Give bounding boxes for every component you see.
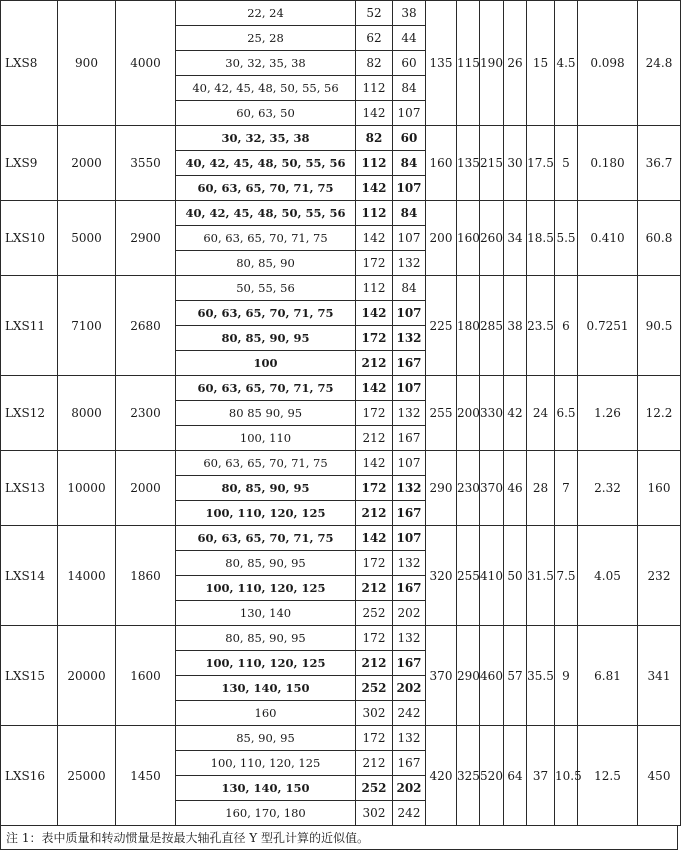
torque-cell: 7100 [58,276,116,376]
length-l1-cell: 167 [393,576,426,601]
spec-d1-cell: 370 [426,626,457,726]
bore-diameters-cell: 25, 28 [176,26,356,51]
length-l1-cell: 202 [393,776,426,801]
length-l-cell: 172 [356,551,393,576]
length-l1-cell: 84 [393,76,426,101]
length-l1-cell: 132 [393,326,426,351]
length-l1-cell: 132 [393,401,426,426]
model-cell: LXS8 [1,1,58,126]
inertia-cell: 4.05 [578,526,638,626]
speed-cell: 1450 [116,726,176,826]
spec-s-cell: 17.5 [527,126,555,201]
mass-cell: 160 [638,451,681,526]
bore-diameters-cell: 60, 63, 65, 70, 71, 75 [176,451,356,476]
spec-d2-cell: 290 [457,626,480,726]
length-l1-cell: 202 [393,676,426,701]
spec-d-cell: 215 [480,126,504,201]
spec-s-cell: 35.5 [527,626,555,726]
spec-d-cell: 190 [480,1,504,126]
bore-diameters-cell: 22, 24 [176,1,356,26]
torque-cell: 900 [58,1,116,126]
length-l-cell: 252 [356,776,393,801]
bore-diameters-cell: 80 85 90, 95 [176,401,356,426]
inertia-cell: 0.098 [578,1,638,126]
length-l-cell: 82 [356,126,393,151]
spec-s-cell: 15 [527,1,555,126]
spec-b-cell: 38 [504,276,527,376]
spec-c-cell: 7 [555,451,578,526]
model-cell: LXS15 [1,626,58,726]
spec-s-cell: 28 [527,451,555,526]
spec-s-cell: 24 [527,376,555,451]
inertia-cell: 6.81 [578,626,638,726]
spec-d1-cell: 420 [426,726,457,826]
length-l-cell: 82 [356,51,393,76]
mass-cell: 341 [638,626,681,726]
torque-cell: 5000 [58,201,116,276]
spec-d-cell: 285 [480,276,504,376]
bore-diameters-cell: 80, 85, 90, 95 [176,326,356,351]
bore-diameters-cell: 100, 110, 120, 125 [176,576,356,601]
length-l1-cell: 107 [393,376,426,401]
bore-diameters-cell: 60, 63, 65, 70, 71, 75 [176,376,356,401]
length-l1-cell: 60 [393,126,426,151]
length-l1-cell: 167 [393,501,426,526]
spec-s-cell: 37 [527,726,555,826]
length-l-cell: 112 [356,201,393,226]
length-l-cell: 172 [356,251,393,276]
length-l-cell: 172 [356,326,393,351]
bore-diameters-cell: 30, 32, 35, 38 [176,51,356,76]
spec-d-cell: 520 [480,726,504,826]
length-l1-cell: 38 [393,1,426,26]
speed-cell: 4000 [116,1,176,126]
spec-b-cell: 26 [504,1,527,126]
table-row [1,451,681,476]
mass-cell: 232 [638,526,681,626]
spec-d2-cell: 160 [457,201,480,276]
table-row [1,376,681,401]
spec-d2-cell: 115 [457,1,480,126]
spec-b-cell: 57 [504,626,527,726]
bore-diameters-cell: 130, 140 [176,601,356,626]
bore-diameters-cell: 50, 55, 56 [176,276,356,301]
model-cell: LXS16 [1,726,58,826]
length-l1-cell: 107 [393,226,426,251]
speed-cell: 2680 [116,276,176,376]
spec-c-cell: 7.5 [555,526,578,626]
length-l-cell: 142 [356,301,393,326]
length-l-cell: 142 [356,226,393,251]
mass-cell: 90.5 [638,276,681,376]
torque-cell: 8000 [58,376,116,451]
spec-b-cell: 50 [504,526,527,626]
spec-d2-cell: 325 [457,726,480,826]
length-l1-cell: 132 [393,551,426,576]
length-l1-cell: 167 [393,751,426,776]
bore-diameters-cell: 130, 140, 150 [176,776,356,801]
speed-cell: 2300 [116,376,176,451]
spec-d1-cell: 225 [426,276,457,376]
length-l-cell: 172 [356,626,393,651]
torque-cell: 25000 [58,726,116,826]
table-body [1,1,681,826]
length-l-cell: 212 [356,651,393,676]
model-cell: LXS14 [1,526,58,626]
length-l1-cell: 107 [393,101,426,126]
table-row [1,626,681,651]
spec-b-cell: 30 [504,126,527,201]
bore-diameters-cell: 100, 110 [176,426,356,451]
length-l-cell: 142 [356,101,393,126]
length-l1-cell: 84 [393,276,426,301]
length-l-cell: 212 [356,576,393,601]
speed-cell: 2900 [116,201,176,276]
length-l1-cell: 44 [393,26,426,51]
length-l-cell: 142 [356,176,393,201]
bore-diameters-cell: 60, 63, 50 [176,101,356,126]
speed-cell: 3550 [116,126,176,201]
model-cell: LXS12 [1,376,58,451]
spec-d-cell: 370 [480,451,504,526]
bore-diameters-cell: 100, 110, 120, 125 [176,751,356,776]
spec-d2-cell: 200 [457,376,480,451]
spec-c-cell: 9 [555,626,578,726]
mass-cell: 36.7 [638,126,681,201]
spec-d1-cell: 255 [426,376,457,451]
bore-diameters-cell: 30, 32, 35, 38 [176,126,356,151]
length-l-cell: 112 [356,151,393,176]
torque-cell: 20000 [58,626,116,726]
spec-c-cell: 6 [555,276,578,376]
bore-diameters-cell: 40, 42, 45, 48, 50, 55, 56 [176,76,356,101]
bore-diameters-cell: 60, 63, 65, 70, 71, 75 [176,176,356,201]
spec-d1-cell: 200 [426,201,457,276]
length-l-cell: 142 [356,451,393,476]
length-l-cell: 112 [356,276,393,301]
length-l1-cell: 132 [393,626,426,651]
speed-cell: 1860 [116,526,176,626]
length-l1-cell: 132 [393,726,426,751]
spec-b-cell: 46 [504,451,527,526]
length-l-cell: 62 [356,26,393,51]
speed-cell: 2000 [116,451,176,526]
length-l1-cell: 107 [393,301,426,326]
length-l1-cell: 167 [393,426,426,451]
mass-cell: 24.8 [638,1,681,126]
spec-c-cell: 6.5 [555,376,578,451]
length-l1-cell: 132 [393,251,426,276]
spec-b-cell: 64 [504,726,527,826]
model-cell: LXS9 [1,126,58,201]
bore-diameters-cell: 60, 63, 65, 70, 71, 75 [176,526,356,551]
model-cell: LXS11 [1,276,58,376]
inertia-cell: 12.5 [578,726,638,826]
spec-c-cell: 5.5 [555,201,578,276]
length-l-cell: 302 [356,801,393,826]
bore-diameters-cell: 60, 63, 65, 70, 71, 75 [176,226,356,251]
spec-d2-cell: 135 [457,126,480,201]
inertia-cell: 1.26 [578,376,638,451]
speed-cell: 1600 [116,626,176,726]
bore-diameters-cell: 80, 85, 90, 95 [176,626,356,651]
mass-cell: 60.8 [638,201,681,276]
bore-diameters-cell: 60, 63, 65, 70, 71, 75 [176,301,356,326]
length-l-cell: 112 [356,76,393,101]
length-l1-cell: 242 [393,801,426,826]
length-l1-cell: 167 [393,351,426,376]
length-l-cell: 212 [356,751,393,776]
length-l-cell: 212 [356,501,393,526]
model-cell: LXS13 [1,451,58,526]
spec-d2-cell: 180 [457,276,480,376]
inertia-cell: 0.180 [578,126,638,201]
spec-d-cell: 410 [480,526,504,626]
footnote: 注 1：表中质量和转动惯量是按最大轴孔直径 Y 型孔计算的近似值。 [0,826,678,850]
length-l1-cell: 60 [393,51,426,76]
length-l1-cell: 107 [393,176,426,201]
length-l-cell: 52 [356,1,393,26]
length-l-cell: 142 [356,526,393,551]
inertia-cell: 0.7251 [578,276,638,376]
length-l-cell: 252 [356,601,393,626]
inertia-cell: 0.410 [578,201,638,276]
bore-diameters-cell: 130, 140, 150 [176,676,356,701]
bore-diameters-cell: 40, 42, 45, 48, 50, 55, 56 [176,151,356,176]
length-l-cell: 252 [356,676,393,701]
spec-b-cell: 42 [504,376,527,451]
bore-diameters-cell: 100, 110, 120, 125 [176,651,356,676]
length-l-cell: 172 [356,476,393,501]
bore-diameters-cell: 80, 85, 90, 95 [176,476,356,501]
table-row [1,1,681,26]
length-l1-cell: 132 [393,476,426,501]
spec-d1-cell: 290 [426,451,457,526]
spec-d1-cell: 135 [426,1,457,126]
bore-diameters-cell: 80, 85, 90 [176,251,356,276]
torque-cell: 2000 [58,126,116,201]
spec-c-cell: 5 [555,126,578,201]
spec-b-cell: 34 [504,201,527,276]
length-l-cell: 302 [356,701,393,726]
spec-d1-cell: 160 [426,126,457,201]
bore-diameters-cell: 40, 42, 45, 48, 50, 55, 56 [176,201,356,226]
mass-cell: 12.2 [638,376,681,451]
spec-d-cell: 330 [480,376,504,451]
spec-s-cell: 31.5 [527,526,555,626]
length-l1-cell: 84 [393,151,426,176]
bore-diameters-cell: 160 [176,701,356,726]
spec-d1-cell: 320 [426,526,457,626]
length-l1-cell: 202 [393,601,426,626]
bore-diameters-cell: 160, 170, 180 [176,801,356,826]
table-row [1,726,681,751]
length-l-cell: 142 [356,376,393,401]
table-row [1,126,681,151]
spec-d2-cell: 255 [457,526,480,626]
length-l-cell: 172 [356,401,393,426]
spec-s-cell: 18.5 [527,201,555,276]
length-l1-cell: 107 [393,526,426,551]
length-l-cell: 212 [356,426,393,451]
bore-diameters-cell: 80, 85, 90, 95 [176,551,356,576]
length-l1-cell: 107 [393,451,426,476]
length-l1-cell: 167 [393,651,426,676]
spec-d2-cell: 230 [457,451,480,526]
length-l-cell: 212 [356,351,393,376]
table-row [1,276,681,301]
table-row [1,201,681,226]
spec-d-cell: 460 [480,626,504,726]
length-l1-cell: 242 [393,701,426,726]
model-cell: LXS10 [1,201,58,276]
spec-c-cell: 4.5 [555,1,578,126]
bore-diameters-cell: 85, 90, 95 [176,726,356,751]
spec-s-cell: 23.5 [527,276,555,376]
mass-cell: 450 [638,726,681,826]
spec-d-cell: 260 [480,201,504,276]
length-l-cell: 172 [356,726,393,751]
table-row [1,526,681,551]
inertia-cell: 2.32 [578,451,638,526]
bore-diameters-cell: 100, 110, 120, 125 [176,501,356,526]
torque-cell: 14000 [58,526,116,626]
spec-c-cell: 10.5 [555,726,578,826]
length-l1-cell: 84 [393,201,426,226]
bore-diameters-cell: 100 [176,351,356,376]
torque-cell: 10000 [58,451,116,526]
